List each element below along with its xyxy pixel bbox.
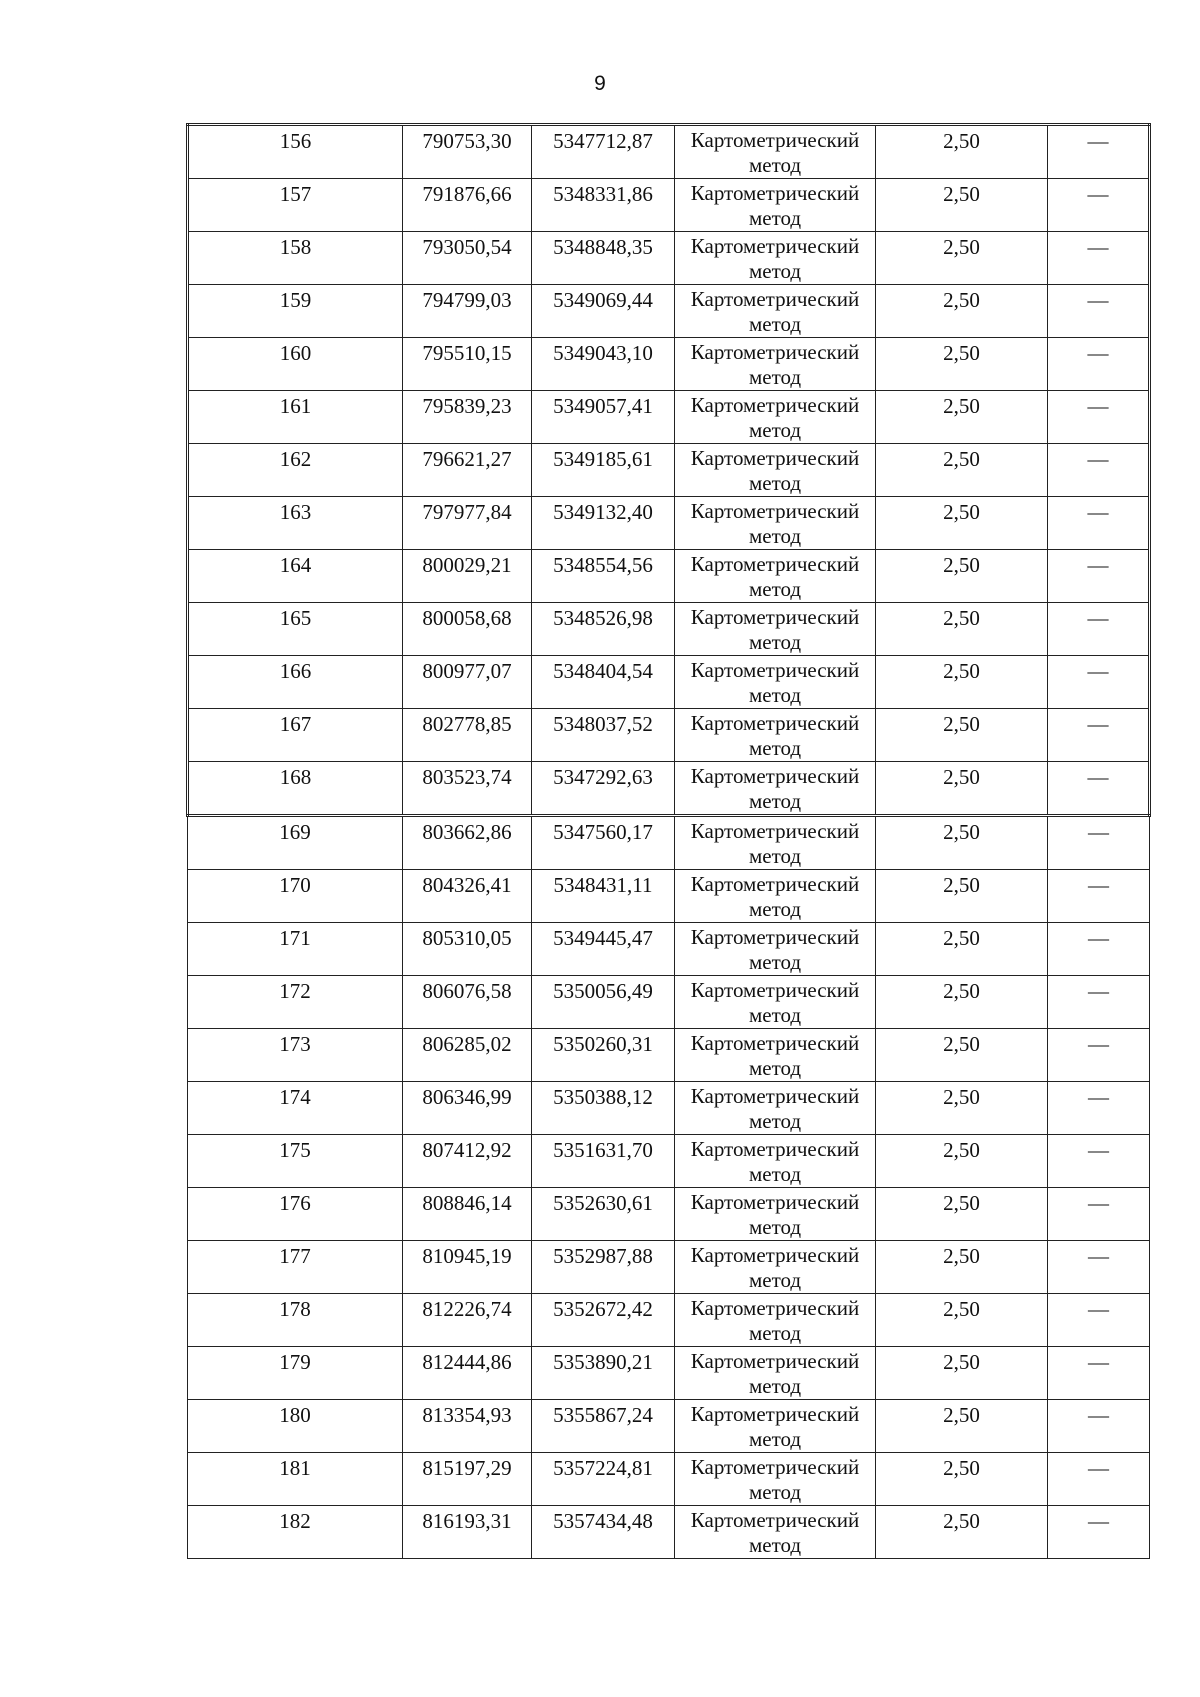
table-row bbox=[188, 497, 1150, 550]
point-number-cell: 159 bbox=[188, 285, 403, 338]
y-coordinate-cell: 5348037,52 bbox=[532, 709, 675, 762]
table-row bbox=[188, 603, 1150, 656]
x-coordinate-cell: 800029,21 bbox=[403, 550, 532, 603]
note-cell: — bbox=[1048, 1135, 1150, 1188]
note-cell: — bbox=[1048, 870, 1150, 923]
x-coordinate-cell: 807412,92 bbox=[403, 1135, 532, 1188]
method-cell: Картометрический метод bbox=[675, 285, 876, 338]
table-row bbox=[188, 762, 1150, 816]
point-number-cell: 167 bbox=[188, 709, 403, 762]
note-cell: — bbox=[1048, 391, 1150, 444]
table-row bbox=[188, 391, 1150, 444]
note-cell: — bbox=[1048, 1082, 1150, 1135]
x-coordinate-cell: 793050,54 bbox=[403, 232, 532, 285]
accuracy-cell: 2,50 bbox=[876, 1400, 1048, 1453]
accuracy-cell: 2,50 bbox=[876, 1347, 1048, 1400]
y-coordinate-cell: 5349185,61 bbox=[532, 444, 675, 497]
table-row bbox=[188, 923, 1150, 976]
table-row bbox=[188, 656, 1150, 709]
note-cell: — bbox=[1048, 816, 1150, 870]
point-number-cell: 157 bbox=[188, 179, 403, 232]
table-row bbox=[188, 1082, 1150, 1135]
table-row bbox=[188, 816, 1150, 870]
table-row bbox=[188, 1347, 1150, 1400]
point-number-cell: 179 bbox=[188, 1347, 403, 1400]
point-number-cell: 175 bbox=[188, 1135, 403, 1188]
table-row bbox=[188, 1506, 1150, 1559]
accuracy-cell: 2,50 bbox=[876, 179, 1048, 232]
accuracy-cell: 2,50 bbox=[876, 285, 1048, 338]
accuracy-cell: 2,50 bbox=[876, 1188, 1048, 1241]
note-cell: — bbox=[1048, 497, 1150, 550]
accuracy-cell: 2,50 bbox=[876, 391, 1048, 444]
point-number-cell: 156 bbox=[188, 125, 403, 179]
point-number-cell: 169 bbox=[188, 816, 403, 870]
method-cell: Картометрический метод bbox=[675, 1347, 876, 1400]
x-coordinate-cell: 815197,29 bbox=[403, 1453, 532, 1506]
y-coordinate-cell: 5348404,54 bbox=[532, 656, 675, 709]
point-number-cell: 162 bbox=[188, 444, 403, 497]
table-row bbox=[188, 1294, 1150, 1347]
method-cell: Картометрический метод bbox=[675, 497, 876, 550]
x-coordinate-cell: 800977,07 bbox=[403, 656, 532, 709]
note-cell: — bbox=[1048, 656, 1150, 709]
table-row bbox=[188, 444, 1150, 497]
y-coordinate-cell: 5348554,56 bbox=[532, 550, 675, 603]
x-coordinate-cell: 803662,86 bbox=[403, 816, 532, 870]
method-cell: Картометрический метод bbox=[675, 1082, 876, 1135]
y-coordinate-cell: 5348848,35 bbox=[532, 232, 675, 285]
point-number-cell: 166 bbox=[188, 656, 403, 709]
method-cell: Картометрический метод bbox=[675, 923, 876, 976]
point-number-cell: 170 bbox=[188, 870, 403, 923]
accuracy-cell: 2,50 bbox=[876, 603, 1048, 656]
table-row bbox=[188, 1453, 1150, 1506]
y-coordinate-cell: 5347292,63 bbox=[532, 762, 675, 816]
accuracy-cell: 2,50 bbox=[876, 125, 1048, 179]
x-coordinate-cell: 796621,27 bbox=[403, 444, 532, 497]
x-coordinate-cell: 812444,86 bbox=[403, 1347, 532, 1400]
method-cell: Картометрический метод bbox=[675, 762, 876, 816]
y-coordinate-cell: 5348331,86 bbox=[532, 179, 675, 232]
y-coordinate-cell: 5347712,87 bbox=[532, 125, 675, 179]
y-coordinate-cell: 5348431,11 bbox=[532, 870, 675, 923]
note-cell: — bbox=[1048, 1294, 1150, 1347]
method-cell: Картометрический метод bbox=[675, 816, 876, 870]
method-cell: Картометрический метод bbox=[675, 125, 876, 179]
method-cell: Картометрический метод bbox=[675, 709, 876, 762]
y-coordinate-cell: 5352672,42 bbox=[532, 1294, 675, 1347]
note-cell: — bbox=[1048, 603, 1150, 656]
table-row bbox=[188, 125, 1150, 179]
method-cell: Картометрический метод bbox=[675, 391, 876, 444]
accuracy-cell: 2,50 bbox=[876, 1082, 1048, 1135]
accuracy-cell: 2,50 bbox=[876, 1506, 1048, 1559]
x-coordinate-cell: 802778,85 bbox=[403, 709, 532, 762]
coordinates-table bbox=[186, 123, 1151, 1559]
note-cell: — bbox=[1048, 762, 1150, 816]
page-number: 9 bbox=[594, 72, 606, 95]
x-coordinate-cell: 812226,74 bbox=[403, 1294, 532, 1347]
accuracy-cell: 2,50 bbox=[876, 1241, 1048, 1294]
point-number-cell: 177 bbox=[188, 1241, 403, 1294]
note-cell: — bbox=[1048, 1029, 1150, 1082]
note-cell: — bbox=[1048, 1241, 1150, 1294]
method-cell: Картометрический метод bbox=[675, 1400, 876, 1453]
y-coordinate-cell: 5347560,17 bbox=[532, 816, 675, 870]
table-row bbox=[188, 338, 1150, 391]
method-cell: Картометрический метод bbox=[675, 603, 876, 656]
table-row bbox=[188, 709, 1150, 762]
method-cell: Картометрический метод bbox=[675, 179, 876, 232]
point-number-cell: 164 bbox=[188, 550, 403, 603]
accuracy-cell: 2,50 bbox=[876, 338, 1048, 391]
x-coordinate-cell: 810945,19 bbox=[403, 1241, 532, 1294]
x-coordinate-cell: 805310,05 bbox=[403, 923, 532, 976]
point-number-cell: 176 bbox=[188, 1188, 403, 1241]
y-coordinate-cell: 5353890,21 bbox=[532, 1347, 675, 1400]
accuracy-cell: 2,50 bbox=[876, 870, 1048, 923]
y-coordinate-cell: 5351631,70 bbox=[532, 1135, 675, 1188]
note-cell: — bbox=[1048, 1347, 1150, 1400]
method-cell: Картометрический метод bbox=[675, 444, 876, 497]
y-coordinate-cell: 5357434,48 bbox=[532, 1506, 675, 1559]
accuracy-cell: 2,50 bbox=[876, 444, 1048, 497]
point-number-cell: 178 bbox=[188, 1294, 403, 1347]
accuracy-cell: 2,50 bbox=[876, 1294, 1048, 1347]
table-row bbox=[188, 1135, 1150, 1188]
x-coordinate-cell: 791876,66 bbox=[403, 179, 532, 232]
accuracy-cell: 2,50 bbox=[876, 1029, 1048, 1082]
table-row bbox=[188, 179, 1150, 232]
y-coordinate-cell: 5352630,61 bbox=[532, 1188, 675, 1241]
table-row bbox=[188, 1400, 1150, 1453]
method-cell: Картометрический метод bbox=[675, 1453, 876, 1506]
table-row bbox=[188, 232, 1150, 285]
note-cell: — bbox=[1048, 1506, 1150, 1559]
note-cell: — bbox=[1048, 976, 1150, 1029]
note-cell: — bbox=[1048, 444, 1150, 497]
y-coordinate-cell: 5348526,98 bbox=[532, 603, 675, 656]
point-number-cell: 174 bbox=[188, 1082, 403, 1135]
y-coordinate-cell: 5349057,41 bbox=[532, 391, 675, 444]
y-coordinate-cell: 5350056,49 bbox=[532, 976, 675, 1029]
note-cell: — bbox=[1048, 232, 1150, 285]
method-cell: Картометрический метод bbox=[675, 1241, 876, 1294]
accuracy-cell: 2,50 bbox=[876, 1135, 1048, 1188]
x-coordinate-cell: 806285,02 bbox=[403, 1029, 532, 1082]
accuracy-cell: 2,50 bbox=[876, 762, 1048, 816]
point-number-cell: 160 bbox=[188, 338, 403, 391]
method-cell: Картометрический метод bbox=[675, 1029, 876, 1082]
y-coordinate-cell: 5350388,12 bbox=[532, 1082, 675, 1135]
accuracy-cell: 2,50 bbox=[876, 232, 1048, 285]
table-body bbox=[188, 125, 1150, 1559]
method-cell: Картометрический метод bbox=[675, 550, 876, 603]
accuracy-cell: 2,50 bbox=[876, 550, 1048, 603]
point-number-cell: 163 bbox=[188, 497, 403, 550]
point-number-cell: 181 bbox=[188, 1453, 403, 1506]
method-cell: Картометрический метод bbox=[675, 1506, 876, 1559]
method-cell: Картометрический метод bbox=[675, 338, 876, 391]
y-coordinate-cell: 5350260,31 bbox=[532, 1029, 675, 1082]
note-cell: — bbox=[1048, 338, 1150, 391]
table-row bbox=[188, 976, 1150, 1029]
x-coordinate-cell: 806076,58 bbox=[403, 976, 532, 1029]
method-cell: Картометрический метод bbox=[675, 1188, 876, 1241]
table-row bbox=[188, 1241, 1150, 1294]
accuracy-cell: 2,50 bbox=[876, 656, 1048, 709]
point-number-cell: 171 bbox=[188, 923, 403, 976]
point-number-cell: 172 bbox=[188, 976, 403, 1029]
table-row bbox=[188, 1029, 1150, 1082]
point-number-cell: 182 bbox=[188, 1506, 403, 1559]
point-number-cell: 168 bbox=[188, 762, 403, 816]
point-number-cell: 180 bbox=[188, 1400, 403, 1453]
x-coordinate-cell: 795839,23 bbox=[403, 391, 532, 444]
accuracy-cell: 2,50 bbox=[876, 1453, 1048, 1506]
table-row bbox=[188, 870, 1150, 923]
y-coordinate-cell: 5349132,40 bbox=[532, 497, 675, 550]
x-coordinate-cell: 813354,93 bbox=[403, 1400, 532, 1453]
x-coordinate-cell: 803523,74 bbox=[403, 762, 532, 816]
note-cell: — bbox=[1048, 125, 1150, 179]
table-row bbox=[188, 550, 1150, 603]
method-cell: Картометрический метод bbox=[675, 870, 876, 923]
point-number-cell: 158 bbox=[188, 232, 403, 285]
point-number-cell: 165 bbox=[188, 603, 403, 656]
note-cell: — bbox=[1048, 285, 1150, 338]
accuracy-cell: 2,50 bbox=[876, 709, 1048, 762]
method-cell: Картометрический метод bbox=[675, 656, 876, 709]
table-row bbox=[188, 285, 1150, 338]
x-coordinate-cell: 795510,15 bbox=[403, 338, 532, 391]
note-cell: — bbox=[1048, 923, 1150, 976]
point-number-cell: 173 bbox=[188, 1029, 403, 1082]
method-cell: Картометрический метод bbox=[675, 976, 876, 1029]
note-cell: — bbox=[1048, 179, 1150, 232]
x-coordinate-cell: 790753,30 bbox=[403, 125, 532, 179]
x-coordinate-cell: 808846,14 bbox=[403, 1188, 532, 1241]
note-cell: — bbox=[1048, 1453, 1150, 1506]
note-cell: — bbox=[1048, 709, 1150, 762]
method-cell: Картометрический метод bbox=[675, 1294, 876, 1347]
x-coordinate-cell: 816193,31 bbox=[403, 1506, 532, 1559]
y-coordinate-cell: 5357224,81 bbox=[532, 1453, 675, 1506]
note-cell: — bbox=[1048, 1400, 1150, 1453]
point-number-cell: 161 bbox=[188, 391, 403, 444]
accuracy-cell: 2,50 bbox=[876, 923, 1048, 976]
accuracy-cell: 2,50 bbox=[876, 497, 1048, 550]
x-coordinate-cell: 806346,99 bbox=[403, 1082, 532, 1135]
y-coordinate-cell: 5352987,88 bbox=[532, 1241, 675, 1294]
x-coordinate-cell: 800058,68 bbox=[403, 603, 532, 656]
y-coordinate-cell: 5349445,47 bbox=[532, 923, 675, 976]
accuracy-cell: 2,50 bbox=[876, 816, 1048, 870]
x-coordinate-cell: 794799,03 bbox=[403, 285, 532, 338]
x-coordinate-cell: 804326,41 bbox=[403, 870, 532, 923]
y-coordinate-cell: 5349043,10 bbox=[532, 338, 675, 391]
y-coordinate-cell: 5355867,24 bbox=[532, 1400, 675, 1453]
method-cell: Картометрический метод bbox=[675, 232, 876, 285]
x-coordinate-cell: 797977,84 bbox=[403, 497, 532, 550]
note-cell: — bbox=[1048, 1188, 1150, 1241]
accuracy-cell: 2,50 bbox=[876, 976, 1048, 1029]
y-coordinate-cell: 5349069,44 bbox=[532, 285, 675, 338]
method-cell: Картометрический метод bbox=[675, 1135, 876, 1188]
table-row bbox=[188, 1188, 1150, 1241]
note-cell: — bbox=[1048, 550, 1150, 603]
